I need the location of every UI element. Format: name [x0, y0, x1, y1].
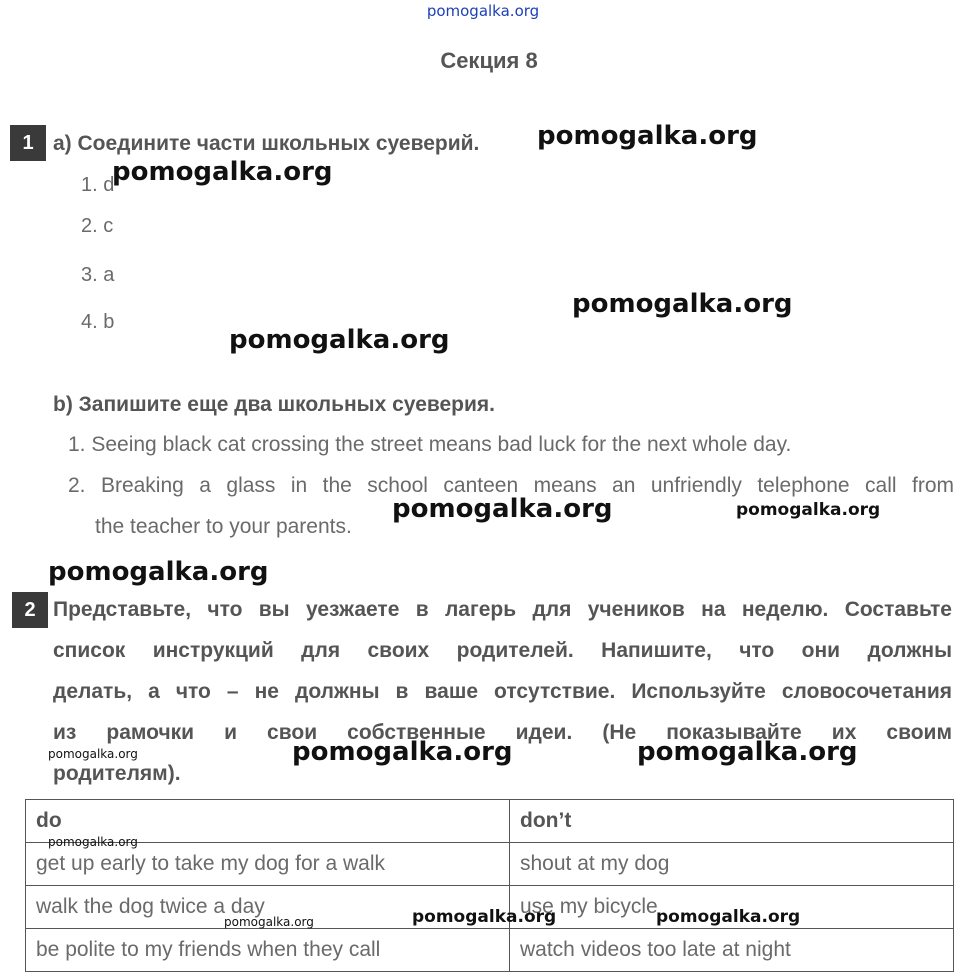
superstition-item-continuation: the teacher to your parents.: [95, 515, 352, 538]
instruction-line: Представьте, что вы уезжаете в лагерь для учеников на неделю. Составьте: [53, 598, 952, 621]
watermark: pomogalka.org: [656, 907, 801, 927]
watermark: pomogalka.org: [292, 737, 513, 767]
watermark: pomogalka.org: [412, 907, 557, 927]
table-cell: be polite to my friends when they call: [26, 929, 510, 972]
do-dont-table: [25, 799, 954, 972]
table-row: [26, 929, 954, 972]
watermark: pomogalka.org: [224, 915, 314, 929]
table-header-row: [26, 800, 954, 843]
table-cell: get up early to take my dog for a walk: [26, 843, 510, 886]
answer-item: 1. d: [81, 174, 115, 196]
table-cell: watch videos too late at night: [510, 929, 954, 972]
table-cell: walk the dog twice a day: [26, 886, 510, 929]
watermark: pomogalka.org: [48, 835, 138, 849]
watermark: pomogalka.org: [48, 557, 269, 587]
task1-part-a-heading: a) Соедините части школьных суеверий.: [53, 132, 480, 155]
instruction-line: родителям).: [53, 762, 181, 785]
top-watermark: pomogalka.org: [426, 2, 540, 20]
answer-item: 3. a: [81, 264, 115, 286]
watermark: pomogalka.org: [537, 121, 758, 151]
watermark: pomogalka.org: [637, 737, 858, 767]
watermark: pomogalka.org: [392, 494, 613, 524]
section-title: Секция 8: [440, 48, 538, 73]
instruction-line: из рамочки и свои собственные идеи. (Не показывайте их своим: [53, 721, 952, 744]
watermark: pomogalka.org: [572, 289, 793, 319]
table-header-dont: don’t: [510, 800, 954, 843]
task1-part-b-heading: b) Запишите еще два школьных суеверия.: [53, 393, 496, 416]
task-number-badge: 2: [12, 592, 48, 628]
superstition-item: 2. Breaking a glass in the school canteen means an unfriendly telephone call from: [68, 474, 954, 497]
watermark: pomogalka.org: [48, 747, 138, 761]
watermark: pomogalka.org: [112, 157, 333, 187]
table-cell: use my bicycle: [510, 886, 954, 929]
instruction-line: список инструкций для своих родителей. Напишите, что они должны: [53, 639, 952, 662]
table-row: [26, 843, 954, 886]
watermark: pomogalka.org: [736, 500, 881, 520]
table-cell: shout at my dog: [510, 843, 954, 886]
task-number-badge: 1: [10, 125, 46, 161]
watermark: pomogalka.org: [229, 325, 450, 355]
answer-item: 2. c: [81, 215, 114, 237]
answer-item: 4. b: [81, 311, 115, 333]
table-header-do: do: [26, 800, 510, 843]
superstition-item: 1. Seeing black cat crossing the street means bad luck for the next whole day.: [68, 433, 792, 456]
instruction-line: делать, а что – не должны в ваше отсутствие. Используйте словосочетания: [53, 680, 952, 703]
